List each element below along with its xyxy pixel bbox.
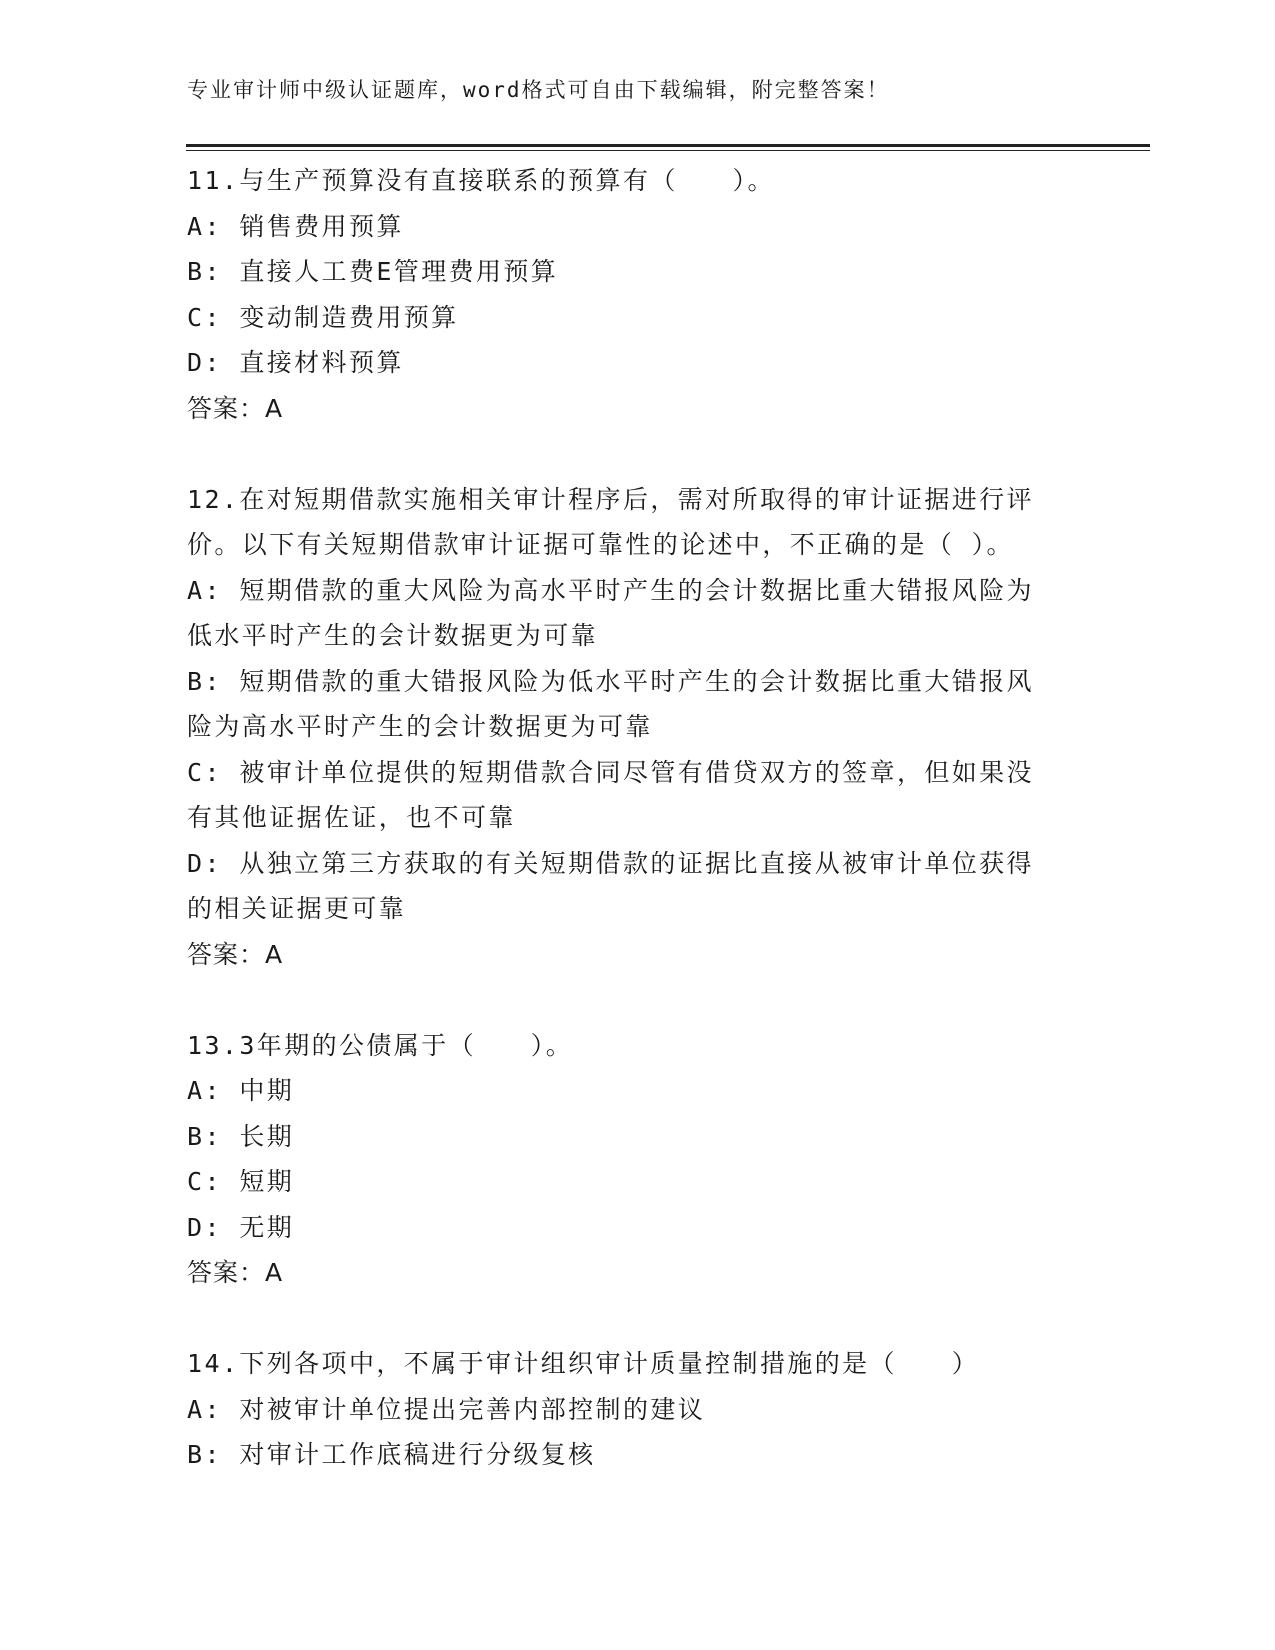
question-12-option-b-line-2: 险为高水平时产生的会计数据更为可靠: [187, 712, 653, 741]
question-11-option-a: A: 销售费用预算: [187, 211, 404, 241]
question-12-option-a-line-2: 低水平时产生的会计数据更为可靠: [187, 621, 599, 650]
question-11-answer: 答案：A: [187, 393, 284, 423]
spacer: [187, 977, 1087, 1023]
question-14-option-a: A: 对被审计单位提出完善内部控制的建议: [187, 1394, 706, 1424]
question-13-stem: 13.3年期的公债属于（ ）。: [187, 1030, 574, 1060]
header-rule-thick: [186, 144, 1150, 147]
question-list: [187, 158, 1087, 1478]
question-13-option-a: A: 中期: [187, 1076, 295, 1105]
question-13-option-b: B: 长期: [187, 1121, 295, 1151]
spacer: [187, 431, 1087, 477]
question-14-stem: 14.下列各项中，不属于审计组织审计质量控制措施的是（ ）: [187, 1349, 980, 1378]
header-rule-thin: [186, 150, 1150, 151]
question-13: [187, 1023, 1087, 1296]
question-12-option-d-line-1: D: 从独立第三方获取的有关短期借款的证据比直接从被审计单位获得: [187, 848, 1034, 878]
question-12-option-d-line-2: 的相关证据更可靠: [187, 894, 407, 923]
question-14-option-b: B: 对审计工作底稿进行分级复核: [187, 1440, 596, 1469]
question-12-option-a-line-1: A: 短期借款的重大风险为高水平时产生的会计数据比重大错报风险为: [187, 575, 1034, 605]
question-13-option-d: D: 无期: [187, 1212, 295, 1242]
question-12-option-c-line-2: 有其他证据佐证，也不可靠: [187, 803, 516, 832]
question-11-option-b: B: 直接人工费E管理费用预算: [187, 257, 559, 286]
question-14: [187, 1341, 1087, 1478]
question-11-stem: 11.与生产预算没有直接联系的预算有（ ）。: [187, 166, 775, 195]
question-11: [187, 158, 1087, 431]
question-13-answer: 答案：A: [187, 1258, 284, 1287]
question-11-option-d: D: 直接材料预算: [187, 348, 404, 377]
question-12-option-b-line-1: B: 短期借款的重大错报风险为低水平时产生的会计数据比重大错报风: [187, 666, 1034, 696]
question-12-stem-line-2: 价。以下有关短期借款审计证据可靠性的论述中，不正确的是（ ）。: [187, 530, 1014, 559]
question-13-option-c: C: 短期: [187, 1167, 295, 1196]
question-12-answer: 答案：A: [187, 939, 284, 969]
question-12-option-c-line-1: C: 被审计单位提供的短期借款合同尽管有借贷双方的签章，但如果没: [187, 757, 1034, 787]
spacer: [187, 1296, 1087, 1342]
question-12-stem-line-1: 12.在对短期借款实施相关审计程序后，需对所取得的审计证据进行评: [187, 484, 1034, 514]
page-header: 专业审计师中级认证题库，word格式可自由下载编辑，附完整答案！: [187, 78, 890, 102]
question-12: [187, 477, 1087, 978]
question-11-option-c: C: 变动制造费用预算: [187, 302, 459, 332]
